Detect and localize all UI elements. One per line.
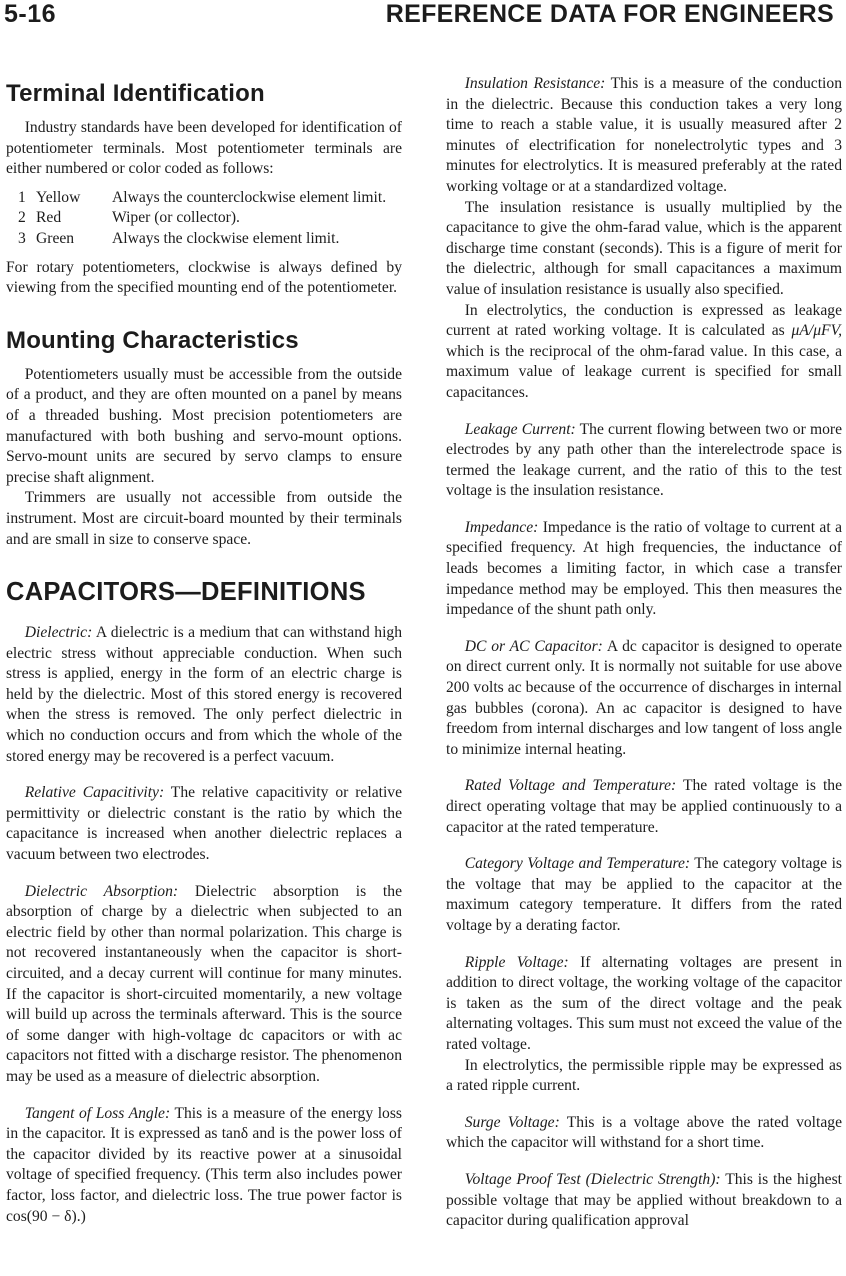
dielectric-absorption-text: Dielectric absorption is the absorption of charge by a dielectric when subjected to an electric field by other than normal polarization. This charge is not recovered instantaneously when the capacitor is short-circuited, and a decay current will continue for many minutes. If the capacitor is short-circuited momentarily, a new voltage will build up across the terminals afterward. This is the source of some danger with high-voltage dc capacitors or with ac capacitors not fitted with a discharge resistor. The phenomenon may be used as a measure of dielectric absorption. <box>6 882 402 1085</box>
tangent-loss-angle-text: This is a measure of the energy loss in the capacitor. It is expressed as tanδ and is the power loss of the capacitor divided by its reactive power at a sinusoidal voltage of specified frequency. (This term also includes power factor, loss factor, and dielectric loss. The true power factor is cos(90 − δ).) <box>6 1104 402 1225</box>
tangent-loss-angle-term: Tangent of Loss Angle: <box>24 1104 171 1122</box>
voltage-proof-test-definition <box>446 1170 842 1232</box>
leakage-current-term: Leakage Current: <box>464 420 576 438</box>
left-column <box>6 80 402 1227</box>
dielectric-definition <box>6 623 402 767</box>
insulation-resistance-term: Insulation Resistance: <box>464 75 606 92</box>
rated-voltage-text: The rated voltage is the direct operating voltage that may be applied continuously to a capacitor at the rated temperature. <box>446 777 843 836</box>
category-voltage-term: Category Voltage and Temperature: <box>464 855 691 873</box>
ripple-voltage-term: Ripple Voltage: <box>464 953 569 971</box>
rated-voltage-term: Rated Voltage and Temperature: <box>464 777 677 795</box>
category-voltage-text: The category voltage is the voltage that may be applied to the capacitor at the maximum category temperature. It differs from the rated voltage by a derating factor. <box>446 855 842 934</box>
list-item <box>18 229 402 250</box>
list-item-description: Wiper (or collector). <box>112 209 240 227</box>
surge-voltage-term: Surge Voltage: <box>464 1113 560 1131</box>
list-item-number: 1 <box>18 188 26 206</box>
dc-ac-capacitor-definition <box>446 637 842 761</box>
surge-voltage-text: This is a voltage above the rated voltage which the capacitor will withstand for a short time. <box>446 1113 842 1152</box>
list-item-number: 3 <box>18 229 26 247</box>
leakage-current-definition <box>446 420 842 502</box>
list-item-description: Always the counterclockwise element limit. <box>112 188 387 206</box>
insulation-paragraph-2: The insulation resistance is usually multiplied by the capacitance to give the ohm-farad value, which is the apparent discharge time constant (seconds). This is a figure of merit for the dielectric, although for small capacitances a maximum value of insulation resistance is usually also specified. <box>446 198 842 298</box>
ripple-paragraph-2: In electrolytics, the permissible ripple may be expressed as a rated ripple current. <box>446 1056 842 1095</box>
category-voltage-definition <box>446 854 842 936</box>
voltage-proof-test-text: This is the highest possible voltage that may be applied without breakdown to a capacitor during qualification approval <box>446 1170 842 1230</box>
insulation-resistance-text: This is a measure of the conduction in the dielectric. Because this conduction takes a very long time to reach a stable value, it is usually measured after 2 minutes of electrification for nonelectrolytic types and 3 minutes for electrolytics. It is measured preferably at the rated working voltage or at a standardized voltage. <box>446 75 842 195</box>
leakage-current-text: The current flowing between two or more electrodes by any path other than the interelectrode space is termed the leakage current, and the ratio of this to the test voltage is the insulation resistance. <box>446 420 842 500</box>
list-item-number: 2 <box>18 209 26 227</box>
dc-ac-capacitor-text: A dc capacitor is designed to operate on direct current only. It is normally not suitable for use above 200 volts ac because of the occurrence of discharges in internal gas bubbles (corona). An ac capacitor is designed to have freedom from internal discharges and low tangent of loss angle to minimize internal heating. <box>446 637 842 758</box>
list-item-description: Always the clockwise element limit. <box>112 229 340 247</box>
mounting-paragraph-1: Potentiometers usually must be accessible from the outside of a product, and they are often mounted on a panel by means of a threaded bushing. Most precision potentiometers are manufactured with both bushing and servo-mount options. Servo-mount units are secured by servo clamps to ensure precise shaft alignment. <box>6 365 402 486</box>
dielectric-absorption-term: Dielectric Absorption: <box>24 882 179 900</box>
terminal-paragraph-1: Industry standards have been developed for identification of potentiometer terminals. Most potentiometer terminals are either numbered or color coded as follows: <box>6 119 402 178</box>
terminal-paragraph-2: For rotary potentiometers, clockwise is always defined by viewing from the specified mounting end of the potentiometer. <box>6 258 402 297</box>
right-column <box>446 74 842 1232</box>
surge-voltage-definition <box>446 1113 842 1154</box>
impedance-text: Impedance is the ratio of voltage to current at a specified frequency. At high frequencies, the inductance of leads becomes a limiting factor, in which case a transfer impedance method may be employed. This then measures the impedance of the shunt path only. <box>446 518 842 619</box>
list-item <box>18 208 402 229</box>
list-item <box>18 188 402 209</box>
insulation-resistance-definition <box>446 74 842 198</box>
dielectric-absorption-definition <box>6 882 402 1088</box>
capacitors-definitions-heading: CAPACITORS—DEFINITIONS <box>6 578 366 607</box>
list-item-color: Green <box>36 229 75 247</box>
impedance-definition <box>446 518 842 621</box>
relative-capacitivity-term: Relative Capacitivity: <box>24 784 165 802</box>
insulation-p3-unit: μA/μFV, <box>791 322 842 340</box>
tangent-loss-angle-definition <box>6 1104 402 1228</box>
list-item-color: Yellow <box>36 188 81 206</box>
dc-ac-capacitor-term: DC or AC Capacitor: <box>464 637 603 655</box>
insulation-p3-text-b: which is the reciprocal of the ohm-farad value. In this case, a maximum value of leakage current is specified for small capacitances. <box>446 342 842 401</box>
page-header <box>0 0 846 34</box>
mounting-paragraph-2: Trimmers are usually not accessible from outside the instrument. Most are circuit-board mounted by their terminals and are small in size to conserve space. <box>6 489 402 548</box>
running-title: REFERENCE DATA FOR ENGINEERS <box>385 0 834 28</box>
page-number: 5-16 <box>4 0 57 28</box>
impedance-term: Impedance: <box>464 518 539 536</box>
terminal-color-list <box>18 188 402 250</box>
insulation-p3-text-a: In electrolytics, the conduction is expressed as leakage current at rated working voltage. It is calculated as <box>446 301 842 340</box>
ripple-voltage-text: If alternating voltages are present in addition to direct voltage, the working voltage of the capacitor is taken as the sum of the direct voltage and the peak alternating voltages. This sum must not exceed the value of the rated voltage. <box>446 953 842 1053</box>
dielectric-term: Dielectric: <box>24 624 93 642</box>
insulation-paragraph-3 <box>446 301 842 404</box>
dielectric-text: A dielectric is a medium that can withstand high electric stress without appreciable conduction. When such stress is applied, energy in the form of an electric charge is held by the dielectric. Most of this stored energy is recovered when the stress is removed. The only perfect dielectric in which no conduction occurs and from which the whole of the stored energy may be recovered is a perfect vacuum. <box>6 624 402 765</box>
relative-capacitivity-text: The relative capacitivity or relative permittivity or dielectric constant is the ratio by which the capacitance is increased when another dielectric replaces a vacuum between two electrodes. <box>6 784 402 864</box>
voltage-proof-test-term: Voltage Proof Test (Dielectric Strength): <box>464 1170 721 1188</box>
terminal-identification-heading: Terminal Identification <box>6 80 265 107</box>
ripple-voltage-definition <box>446 953 842 1056</box>
mounting-characteristics-heading: Mounting Characteristics <box>6 326 299 354</box>
rated-voltage-definition <box>446 776 842 838</box>
relative-capacitivity-definition <box>6 783 402 865</box>
list-item-color: Red <box>36 209 62 227</box>
